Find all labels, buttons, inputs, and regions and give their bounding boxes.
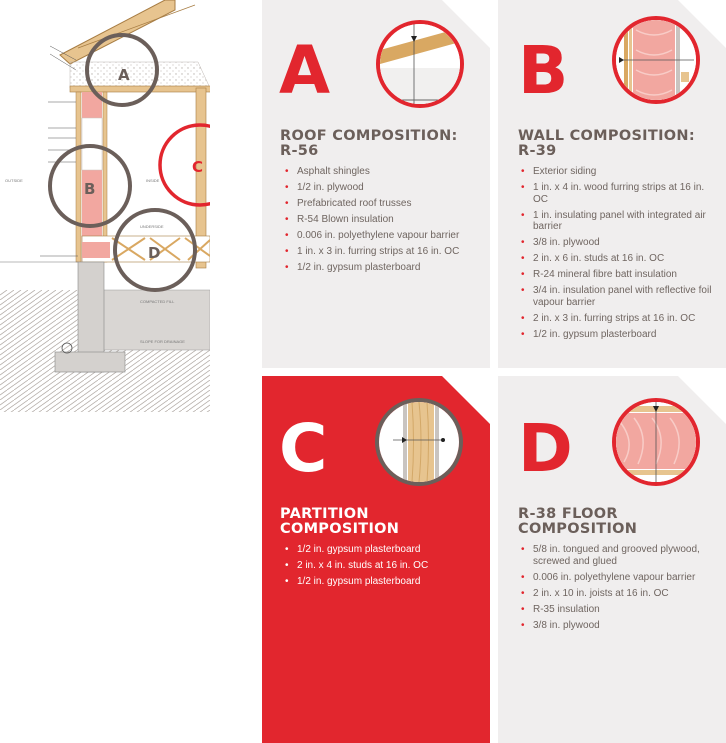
list-item: • 0.006 in. polyethylene vapour barrier: [283, 230, 473, 242]
list-item: • 1/2 in. plywood: [283, 182, 473, 194]
callout-letter-d: D: [148, 244, 161, 262]
card-letter: A: [279, 32, 331, 109]
card-floor: [498, 376, 726, 743]
list-item: • 3/8 in. plywood: [519, 620, 715, 632]
list-item: • 1/2 in. gypsum plasterboard: [283, 262, 473, 274]
composition-list: [519, 166, 715, 345]
label-inside: INSIDE: [146, 178, 160, 183]
card-letter: C: [279, 410, 328, 487]
card-letter: D: [518, 410, 573, 487]
list-item: • R-24 mineral fibre batt insulation: [519, 269, 715, 281]
list-item: • 0.006 in. polyethylene vapour barrier: [519, 572, 715, 584]
section-drawing: [0, 0, 210, 412]
card-title: ROOF COMPOSITION: R-56: [280, 128, 458, 159]
list-item: • 1/2 in. gypsum plasterboard: [283, 576, 479, 588]
list-item: • 1 in. x 3 in. furring strips at 16 in. OC: [283, 246, 473, 258]
list-item: • 3/8 in. plywood: [519, 237, 715, 249]
card-title: R-38 FLOOR COMPOSITION: [518, 506, 638, 537]
list-item: • R-54 Blown insulation: [283, 214, 473, 226]
partition-detail-icon: [375, 398, 463, 486]
card-wall: [498, 0, 726, 368]
list-item: • 3/4 in. insulation panel with reflective foil vapour barrier: [519, 285, 715, 308]
list-item: • 1 in. x 4 in. wood furring strips at 16 in. OC: [519, 182, 715, 205]
list-item: • 2 in. x 3 in. furring strips at 16 in. OC: [519, 313, 715, 325]
list-item: • 5/8 in. tongued and grooved plywood, screwed and glued: [519, 544, 715, 567]
floor-detail-icon: [612, 398, 700, 486]
roof-detail-icon: [376, 20, 464, 108]
callout-letter-b: B: [84, 180, 96, 198]
card-title: WALL COMPOSITION: R-39: [518, 128, 695, 159]
list-item: • R-35 insulation: [519, 604, 715, 616]
card-letter: B: [518, 32, 569, 109]
composition-list: [519, 544, 715, 636]
list-item: • 2 in. x 6 in. studs at 16 in. OC: [519, 253, 715, 265]
list-item: • Prefabricated roof trusses: [283, 198, 473, 210]
card-title: PARTITION COMPOSITION: [280, 506, 400, 537]
composition-list: [283, 166, 473, 278]
list-item: • 2 in. x 10 in. joists at 16 in. OC: [519, 588, 715, 600]
list-item: • Exterior siding: [519, 166, 715, 178]
list-item: • 1/2 in. gypsum plasterboard: [283, 544, 479, 556]
callout-letter-a: A: [118, 66, 130, 84]
card-roof: [262, 0, 490, 368]
callout-letter-c: C: [192, 158, 204, 176]
house-section-diagram: [0, 0, 210, 412]
label-outside: OUTSIDE: [5, 178, 23, 183]
composition-list: [283, 544, 479, 592]
label-compacted-fill: COMPACTED FILL: [140, 299, 175, 304]
list-item: • 1/2 in. gypsum plasterboard: [519, 329, 715, 341]
card-partition: [262, 376, 490, 743]
wall-detail-icon: [612, 16, 700, 104]
list-item: • 2 in. x 4 in. studs at 16 in. OC: [283, 560, 479, 572]
list-item: • Asphalt shingles: [283, 166, 473, 178]
label-underside: UNDERSIDE: [140, 224, 164, 229]
label-slope: SLOPE FOR DRAINAGE: [140, 339, 185, 344]
list-item: • 1 in. insulating panel with integrated air barrier: [519, 210, 715, 233]
